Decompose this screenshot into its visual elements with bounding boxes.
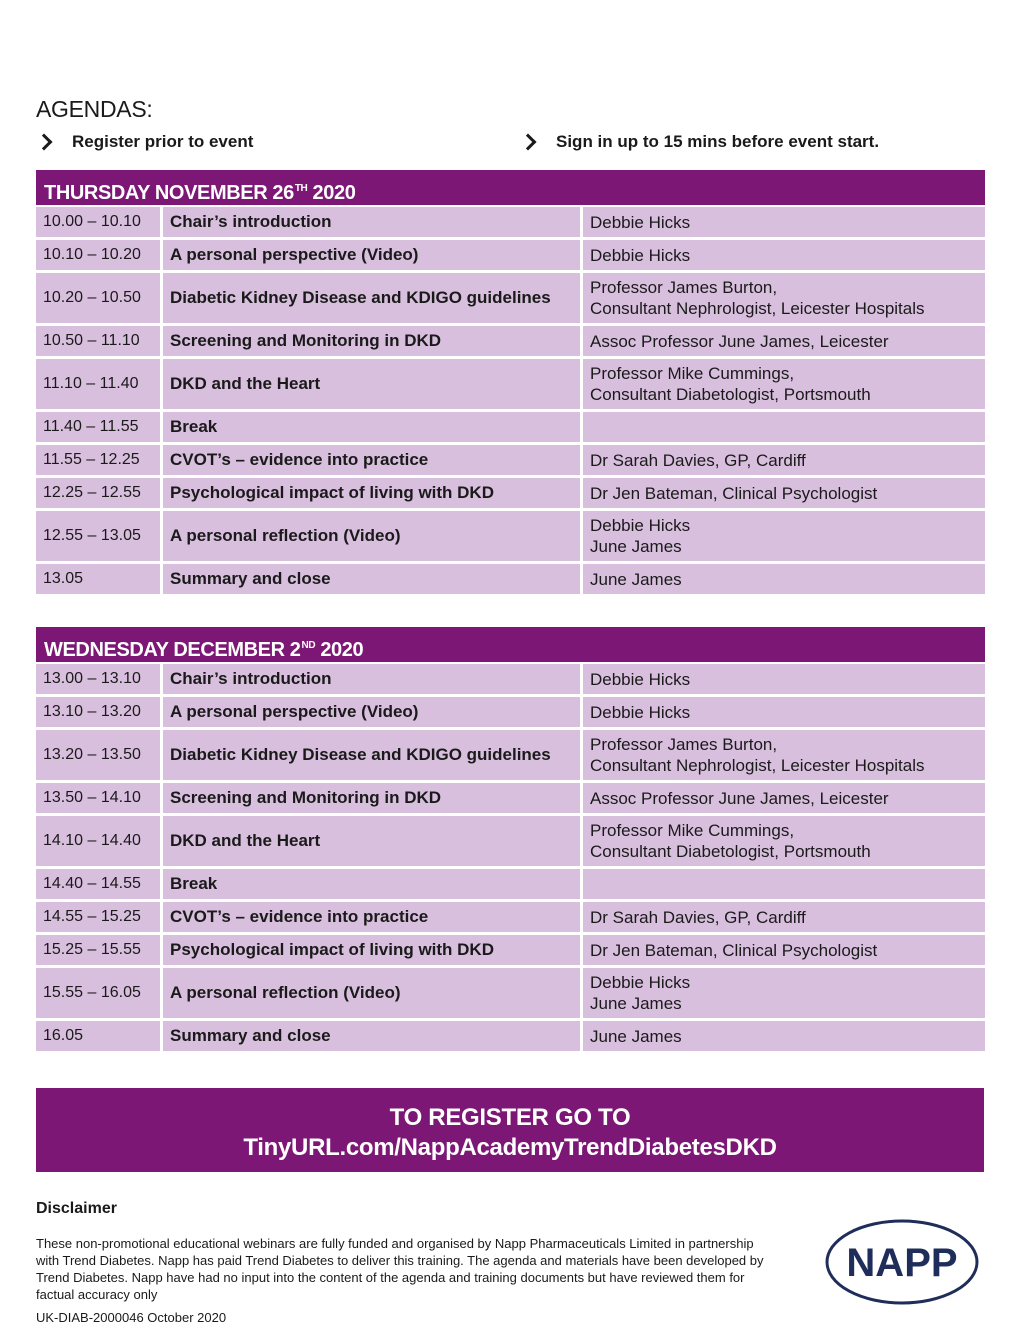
table-row [36, 240, 985, 270]
time-cell: 14.10 – 14.40 [36, 816, 163, 866]
speaker-line: Debbie Hicks [590, 702, 691, 722]
agenda-table [36, 204, 985, 597]
table-row [36, 207, 985, 237]
speaker-cell [583, 1021, 985, 1051]
session-cell: Chair’s introduction [163, 664, 583, 694]
speaker-line: Consultant Nephrologist, Leicester Hospitals [590, 756, 925, 775]
table-row [36, 697, 985, 727]
time-cell: 10.50 – 11.10 [36, 326, 163, 356]
logo-text: NAPP [846, 1241, 958, 1285]
table-row [36, 564, 985, 594]
chevron-right-icon [520, 134, 537, 151]
speaker-line: Debbie Hicks [590, 669, 691, 689]
day-suffix: ND [301, 640, 316, 651]
note-sign-in [522, 132, 879, 152]
time-cell: 14.55 – 15.25 [36, 902, 163, 932]
speaker-cell [583, 478, 985, 508]
session-cell: Screening and Monitoring in DKD [163, 326, 583, 356]
speaker-line: Assoc Professor June James, Leicester [590, 788, 889, 808]
time-cell: 10.00 – 10.10 [36, 207, 163, 237]
time-cell: 12.55 – 13.05 [36, 511, 163, 561]
session-cell: Break [163, 412, 583, 442]
speaker-line: Professor Mike Cummings, [590, 821, 795, 840]
table-row [36, 816, 985, 866]
agenda-table [36, 661, 985, 1054]
table-row [36, 359, 985, 409]
table-row [36, 902, 985, 932]
session-cell: Psychological impact of living with DKD [163, 478, 583, 508]
session-cell: Break [163, 869, 583, 899]
speaker-cell [583, 273, 985, 323]
speaker-cell [583, 359, 985, 409]
day-header [36, 627, 985, 662]
speaker-line: Consultant Diabetologist, Portsmouth [590, 385, 871, 404]
register-link[interactable]: TinyURL.com/NappAcademyTrendDiabetesDKD [243, 1134, 777, 1161]
table-row [36, 412, 985, 442]
speaker-line: Professor James Burton, [590, 735, 778, 754]
speaker-line: June James [590, 537, 682, 556]
time-cell: 14.40 – 14.55 [36, 869, 163, 899]
speaker-line: Professor James Burton, [590, 278, 778, 297]
session-cell: Chair’s introduction [163, 207, 583, 237]
table-row [36, 273, 985, 323]
time-cell: 13.00 – 13.10 [36, 664, 163, 694]
speaker-cell [583, 445, 985, 475]
speaker-line: June James [590, 994, 682, 1013]
napp-logo [824, 1218, 980, 1306]
speaker-cell [583, 783, 985, 813]
speaker-line: Debbie Hicks [590, 973, 691, 992]
speaker-cell [583, 816, 985, 866]
note-text: Sign in up to 15 mins before event start. [556, 132, 880, 151]
speaker-cell [583, 207, 985, 237]
register-banner[interactable] [36, 1088, 984, 1172]
speaker-line: Consultant Diabetologist, Portsmouth [590, 842, 871, 861]
speaker-cell [583, 968, 985, 1018]
table-row [36, 478, 985, 508]
speaker-cell [583, 664, 985, 694]
speaker-cell [583, 564, 985, 594]
session-cell: A personal perspective (Video) [163, 697, 583, 727]
speaker-cell [583, 730, 985, 780]
session-cell: A personal perspective (Video) [163, 240, 583, 270]
time-cell: 10.10 – 10.20 [36, 240, 163, 270]
speaker-cell [583, 935, 985, 965]
time-cell: 12.25 – 12.55 [36, 478, 163, 508]
time-cell: 13.50 – 14.10 [36, 783, 163, 813]
table-row [36, 326, 985, 356]
table-row [36, 783, 985, 813]
speaker-line: June James [590, 569, 682, 589]
agenda-wednesday [36, 627, 985, 1054]
session-cell: Summary and close [163, 1021, 583, 1051]
speaker-cell [583, 240, 985, 270]
table-row [36, 968, 985, 1018]
speaker-cell [583, 869, 985, 899]
time-cell: 11.40 – 11.55 [36, 412, 163, 442]
time-cell: 13.20 – 13.50 [36, 730, 163, 780]
speaker-line: June James [590, 1026, 682, 1046]
speaker-line: Professor Mike Cummings, [590, 364, 795, 383]
session-cell: CVOT’s – evidence into practice [163, 902, 583, 932]
session-cell: DKD and the Heart [163, 816, 583, 866]
session-cell: A personal reflection (Video) [163, 511, 583, 561]
agenda-thursday [36, 170, 985, 597]
day-year: 2020 [307, 182, 356, 204]
table-row [36, 935, 985, 965]
disclaimer-title: Disclaimer [36, 1200, 117, 1217]
chevron-right-icon [36, 134, 53, 151]
time-cell: 11.10 – 11.40 [36, 359, 163, 409]
table-row [36, 511, 985, 561]
day-text: WEDNESDAY DECEMBER 2 [44, 639, 301, 661]
day-suffix: TH [294, 183, 308, 194]
session-cell: Diabetic Kidney Disease and KDIGO guidelines [163, 730, 583, 780]
speaker-cell [583, 412, 985, 442]
speaker-line: Debbie Hicks [590, 212, 691, 232]
note-text: Register prior to event [72, 132, 254, 151]
day-text: THURSDAY NOVEMBER 26 [44, 182, 294, 204]
document-code: UK-DIAB-2000046 October 2020 [36, 1310, 227, 1325]
table-row [36, 445, 985, 475]
session-cell: DKD and the Heart [163, 359, 583, 409]
time-cell: 13.10 – 13.20 [36, 697, 163, 727]
speaker-cell [583, 326, 985, 356]
speaker-line: Dr Sarah Davies, GP, Cardiff [590, 450, 806, 470]
day-header [36, 170, 985, 205]
speaker-line: Dr Sarah Davies, GP, Cardiff [590, 907, 806, 927]
speaker-line: Assoc Professor June James, Leicester [590, 331, 889, 351]
note-register-prior [38, 132, 253, 152]
speaker-cell [583, 697, 985, 727]
table-row [36, 869, 985, 899]
speaker-cell [583, 511, 985, 561]
time-cell: 10.20 – 10.50 [36, 273, 163, 323]
speaker-line: Debbie Hicks [590, 245, 691, 265]
speaker-line: Dr Jen Bateman, Clinical Psychologist [590, 940, 878, 960]
day-year: 2020 [315, 639, 364, 661]
session-cell: Summary and close [163, 564, 583, 594]
session-cell: Screening and Monitoring in DKD [163, 783, 583, 813]
time-cell: 15.25 – 15.55 [36, 935, 163, 965]
time-cell: 16.05 [36, 1021, 163, 1051]
session-cell: A personal reflection (Video) [163, 968, 583, 1018]
session-cell: Diabetic Kidney Disease and KDIGO guidelines [163, 273, 583, 323]
table-row [36, 730, 985, 780]
time-cell: 11.55 – 12.25 [36, 445, 163, 475]
page-title: AGENDAS: [36, 96, 153, 122]
disclaimer-text: These non-promotional educational webinars are fully funded and organised by Napp Pharmaceuticals Limited in partnership with Trend Diabetes. Napp has paid Trend Diabetes to deliver this training. The agenda and materials have been developed by Trend Diabetes. Napp have had no input into the content of the agenda and training documents but have reviewed them for factual accuracy only [36, 1236, 764, 1302]
speaker-line: Consultant Nephrologist, Leicester Hospitals [590, 299, 925, 318]
session-cell: Psychological impact of living with DKD [163, 935, 583, 965]
speaker-line: Dr Jen Bateman, Clinical Psychologist [590, 483, 878, 503]
speaker-line: Debbie Hicks [590, 516, 691, 535]
session-cell: CVOT’s – evidence into practice [163, 445, 583, 475]
table-row [36, 664, 985, 694]
time-cell: 15.55 – 16.05 [36, 968, 163, 1018]
register-heading: TO REGISTER GO TO [389, 1104, 631, 1131]
table-row [36, 1021, 985, 1051]
speaker-cell [583, 902, 985, 932]
time-cell: 13.05 [36, 564, 163, 594]
